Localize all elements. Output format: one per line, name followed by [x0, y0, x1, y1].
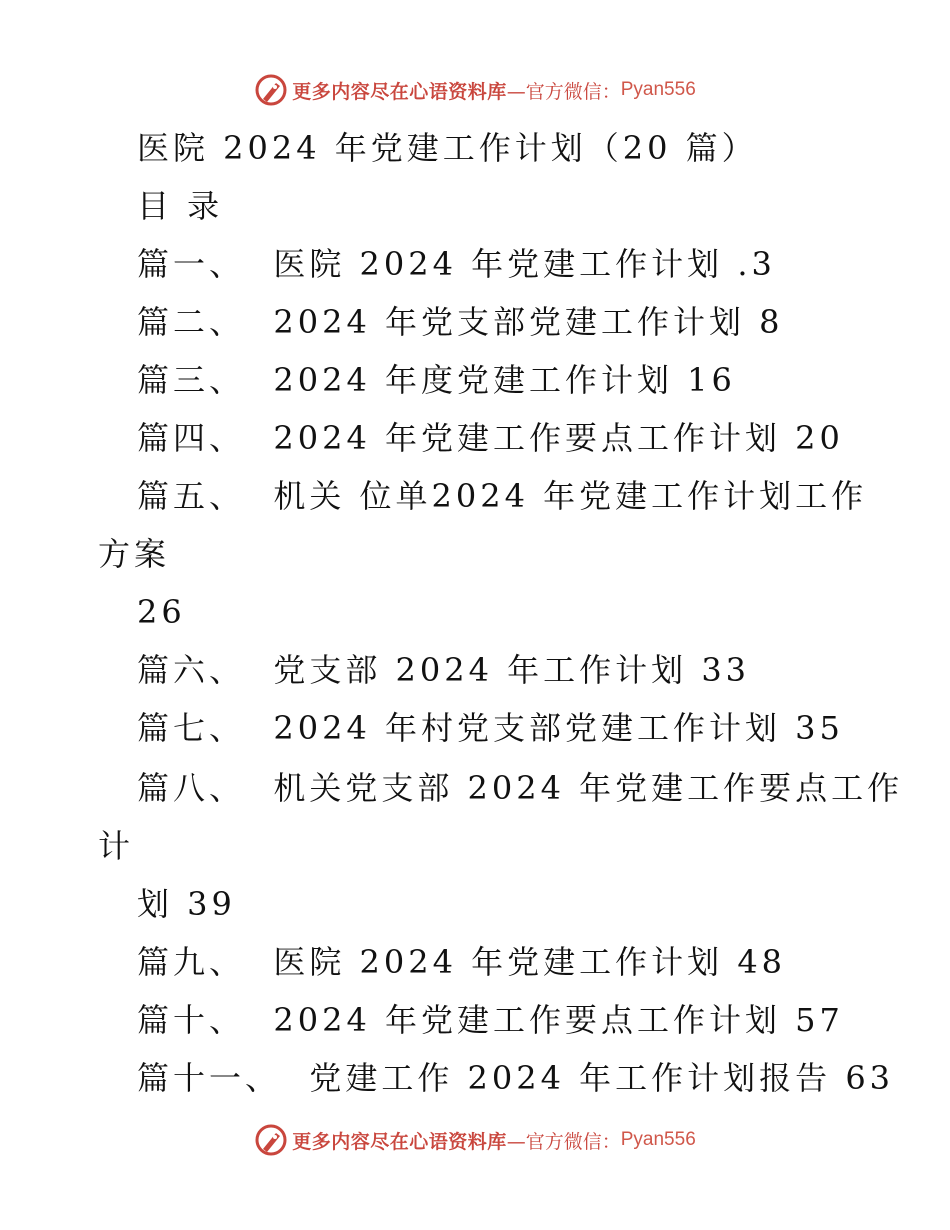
header-banner [0, 70, 950, 110]
toc-entry [137, 244, 776, 284]
toc-entry [137, 302, 784, 342]
toc-entry-continuation: 26 [137, 593, 186, 631]
banner-wechat-id: Pyan556 [620, 79, 696, 100]
toc-entry-title: 党支部 2024 年工作计划 33 [273, 651, 751, 689]
toc-entry [137, 708, 844, 748]
toc-entry-label: 篇六、 [137, 651, 246, 689]
toc-entry-label: 篇九、 [137, 943, 246, 981]
toc-entry-label: 篇五、 [137, 477, 246, 515]
pen-logo-icon [254, 1123, 288, 1157]
toc-entry-label: 篇一、 [137, 245, 246, 283]
toc-entry-title: 2024 年村党支部党建工作计划 35 [273, 709, 844, 747]
toc-entry [137, 418, 844, 458]
footer-banner [0, 1120, 950, 1160]
document-title: 医院 2024 年党建工作计划（20 篇） [137, 129, 758, 167]
banner-text: 更多内容尽在心语资料库 [292, 1130, 507, 1153]
toc-entry [137, 650, 750, 690]
toc-entry-title: 2024 年党建工作要点工作计划 20 [273, 419, 844, 457]
toc-entry [137, 476, 867, 516]
toc-entry-title: 机关 位单2024 年党建工作计划工作 [273, 477, 868, 515]
pen-logo-icon [254, 73, 288, 107]
toc-entry-label: 篇八、 [137, 769, 246, 807]
toc-entry-label: 篇十一、 [137, 1059, 282, 1097]
toc-entry-title: 医院 2024 年党建工作计划 48 [273, 943, 787, 981]
banner-dash: —官方微信： [506, 1130, 621, 1153]
toc-entry-title: 2024 年度党建工作计划 16 [273, 361, 736, 399]
banner-text: 更多内容尽在心语资料库 [292, 80, 507, 103]
toc-entry [137, 1058, 894, 1098]
toc-entry-label: 篇四、 [137, 419, 246, 457]
toc-entry-title: 机关党支部 2024 年党建工作要点工作 [273, 769, 904, 807]
toc-entry-title: 2024 年党支部党建工作计划 8 [273, 303, 784, 341]
banner-dash: —官方微信： [506, 80, 621, 103]
banner-wechat-id: Pyan556 [620, 1129, 696, 1150]
toc-entry-title: 党建工作 2024 年工作计划报告 63 [309, 1059, 895, 1097]
toc-entry [137, 1000, 844, 1040]
toc-entry [137, 768, 903, 808]
toc-entry-label: 篇七、 [137, 709, 246, 747]
toc-entry-continuation: 划 39 [137, 885, 236, 923]
toc-entry [137, 942, 786, 982]
toc-entry-title: 2024 年党建工作要点工作计划 57 [273, 1001, 844, 1039]
toc-entry-label: 篇二、 [137, 303, 246, 341]
toc-entry-continuation: 方案 [98, 535, 171, 573]
toc-heading: 目 录 [137, 187, 224, 225]
toc-entry-label: 篇三、 [137, 361, 246, 399]
toc-entry [137, 360, 736, 400]
toc-entry-label: 篇十、 [137, 1001, 246, 1039]
toc-entry-title: 医院 2024 年党建工作计划 .3 [273, 245, 776, 283]
toc-entry-continuation: 计 [98, 827, 135, 865]
